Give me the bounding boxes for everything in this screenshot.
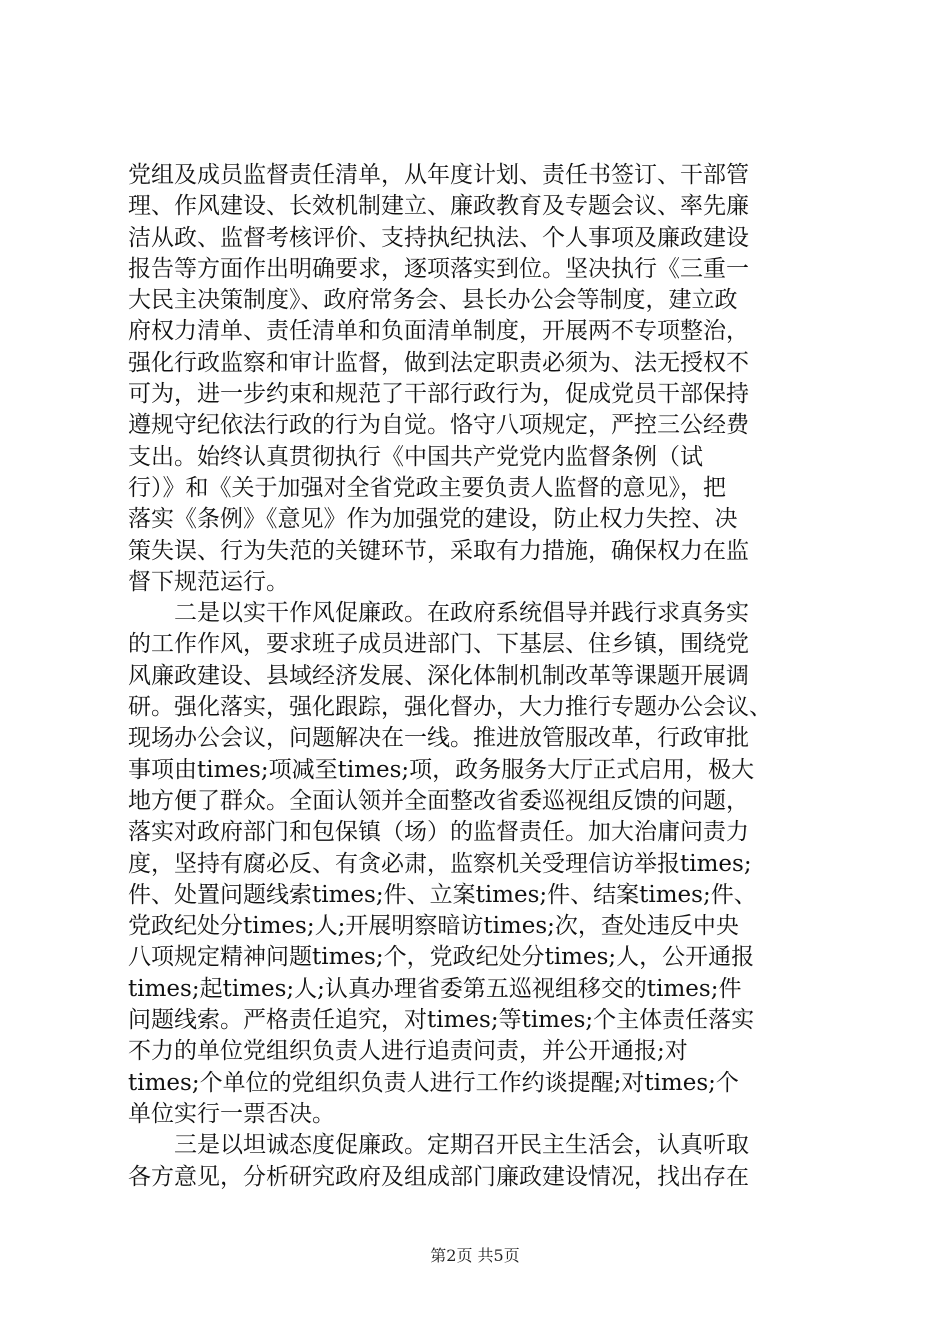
text-line: 理、作风建设、长效机制建立、廉政教育及专题会议、率先廉: [128, 193, 749, 220]
text-line: 单位实行一票否决。: [128, 1100, 335, 1127]
text-line: 党组及成员监督责任清单，从年度计划、责任书签订、干部管: [128, 162, 749, 188]
text-line: 党政纪处分times;人;开展明察暗访times;次，查处违反中央: [128, 913, 739, 940]
text-line: 八项规定精神问题times;个，党政纪处分times;人，公开通报: [128, 944, 755, 971]
text-line: 现场办公会议，问题解决在一线。推进放管服改革，行政审批: [128, 725, 749, 752]
page-footer: 第2页 共5页: [430, 1246, 520, 1265]
text-line: 度，坚持有腐必反、有贪必肃，监察机关受理信访举报times;: [128, 850, 752, 877]
text-line: 府权力清单、责任清单和负面清单制度，开展两不专项整治，: [128, 318, 749, 345]
text-line: 强化行政监察和审计监督，做到法定职责必须为、法无授权不: [128, 349, 749, 376]
text-line: 行）》和《关于加强对全省党政主要负责人监督的意见》，把: [128, 474, 726, 501]
text-line: 策失误、行为失范的关键环节，采取有力措施，确保权力在监: [128, 537, 749, 564]
text-line: 事项由times;项减至times;项，政务服务大厅正式启用，极大: [128, 756, 755, 783]
text-line: times;起times;人;认真办理省委第五巡视组移交的times;件: [128, 975, 742, 1002]
text-line: 问题线索。严格责任追究，对times;等times;个主体责任落实: [128, 1007, 755, 1034]
text-line: 不力的单位党组织负责人进行追责问责，并公开通报;对: [128, 1038, 688, 1065]
text-line: 洁从政、监督考核评价、支持执纪执法、个人事项及廉政建设: [128, 224, 749, 251]
text-line: 可为，进一步约束和规范了干部行政行为，促成党员干部保持: [128, 381, 749, 408]
text-line: times;个单位的党组织负责人进行工作约谈提醒;对times;个: [128, 1069, 739, 1096]
text-line: 二是以实干作风促廉政。在政府系统倡导并践行求真务实: [128, 600, 749, 627]
body-text: [128, 160, 828, 1193]
text-line: 三是以坦诚态度促廉政。定期召开民主生活会，认真听取: [128, 1132, 749, 1159]
text-line: 遵规守纪依法行政的行为自觉。恪守八项规定，严控三公经费: [128, 412, 749, 439]
text-line: 地方便了群众。全面认领并全面整改省委巡视组反馈的问题，: [128, 787, 749, 814]
text-line: 的工作作风，要求班子成员进部门、下基层、住乡镇，围绕党: [128, 631, 749, 658]
text-line: 报告等方面作出明确要求，逐项落实到位。坚决执行《三重一: [128, 255, 749, 282]
text-line: 落实《条例》《意见》作为加强党的建设，防止权力失控、决: [128, 506, 738, 533]
text-line: 督下规范运行。: [128, 568, 289, 595]
text-line: 大民主决策制度》、政府常务会、县长办公会等制度，建立政: [128, 287, 738, 314]
text-line: 支出。始终认真贯彻执行《中国共产党党内监督条例（试: [128, 443, 703, 470]
text-line: 研。强化落实，强化跟踪，强化督办，大力推行专题办公会议、: [128, 694, 772, 721]
text-line: 件、处置问题线索times;件、立案times;件、结案times;件、: [128, 881, 757, 908]
text-line: 风廉政建设、县域经济发展、深化体制机制改革等课题开展调: [128, 662, 749, 689]
text-line: 各方意见，分析研究政府及组成部门廉政建设情况，找出存在: [128, 1163, 749, 1190]
text-line: 落实对政府部门和包保镇（场）的监督责任。加大治庸问责力: [128, 819, 749, 846]
